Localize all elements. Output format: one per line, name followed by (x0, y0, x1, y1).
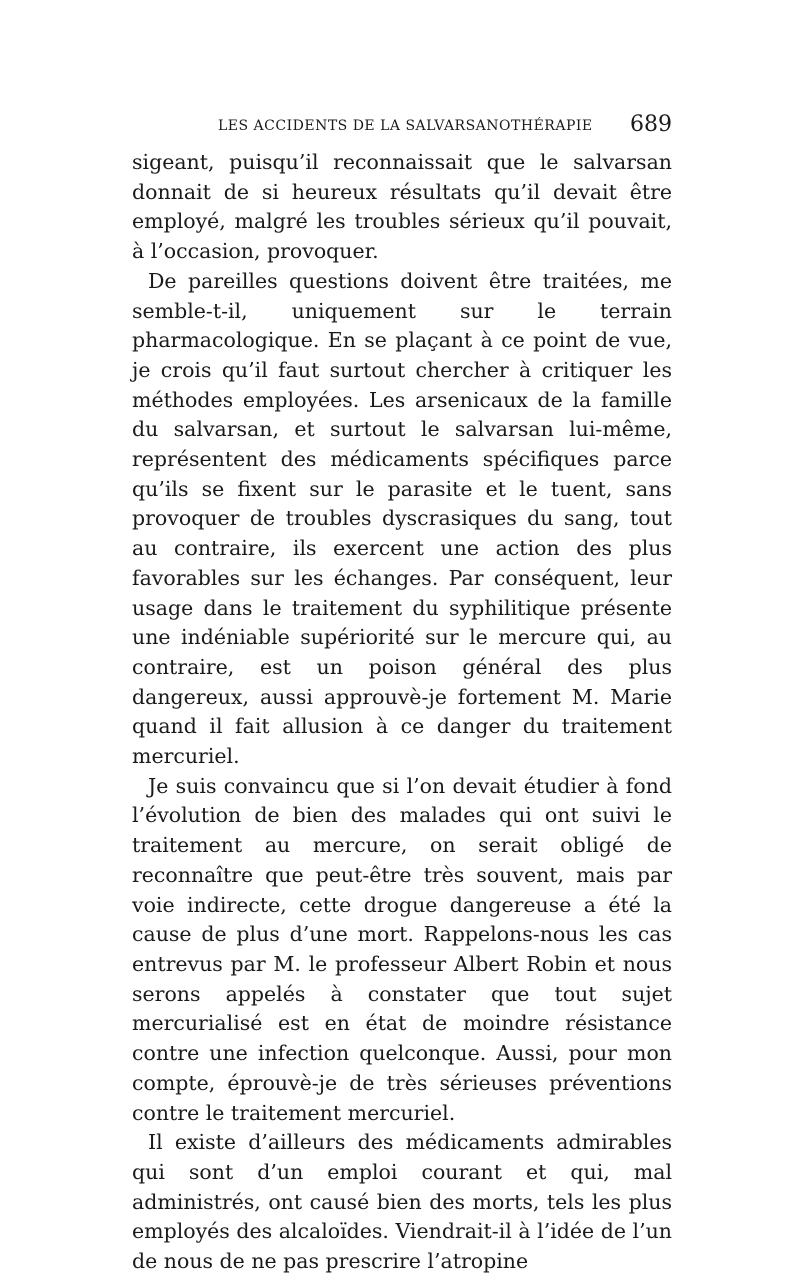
running-title: LES ACCIDENTS DE LA SALVARSANOTHÉRAPIE (218, 118, 593, 134)
paragraph: Il existe d’ailleurs des médicaments admirables qui sont d’un emploi courant et qui, mal administrés, ont causé bien des morts, tels les plus employés des alcaloïdes. Viendrait-il à l’idée de l’un de nous de ne pas prescrire l’atropine (132, 1130, 672, 1274)
page-number: 689 (630, 112, 672, 137)
running-head (132, 112, 672, 142)
paragraph: Je suis convaincu que si l’on devait étudier à fond l’évolution de bien des malades qui ont suivi le traitement au mercure, on serait obligé de reconnaître que peut-être très souvent, mais par voie indirecte, cette drogue dangereuse a été la cause de plus d’une mort. Rappelons-nous les cas entrevus par M. le professeur Albert Robin et nous serons appelés à constater que tout sujet mercurialisé est en état de moindre résistance contre une infection quelconque. Aussi, pour mon compte, éprouvè-je de très sérieuses préventions contre le traitement mercuriel. (132, 773, 672, 1125)
paragraph-continuation: sigeant, puisqu’il reconnaissait que le salvarsan donnait de si heureux résultats qu’il devait être employé, malgré les troubles sérieux qu’il pouvait, à l’occasion, provoquer. (132, 150, 672, 264)
body-text (132, 148, 672, 1277)
paragraph: De pareilles questions doivent être traitées, me semble-t-il, uniquement sur le terrain pharmacologique. En se plaçant à ce point de vue, je crois qu’il faut surtout chercher à critiquer les méthodes employées. Les arsenicaux de la famille du salvarsan, et surtout le salvarsan lui-même, représentent des médicaments spécifiques parce qu’ils se fixent sur le parasite et le tuent, sans provoquer de troubles dyscrasiques du sang, tout au contraire, ils exercent une action des plus favorables sur les échanges. Par conséquent, leur usage dans le traitement du syphilitique présente une indéniable supériorité sur le mercure qui, au contraire, est un poison général des plus dangereux, aussi approuvè-je fortement M. Marie quand il fait allusion à ce danger du traitement mercuriel. (132, 268, 672, 769)
